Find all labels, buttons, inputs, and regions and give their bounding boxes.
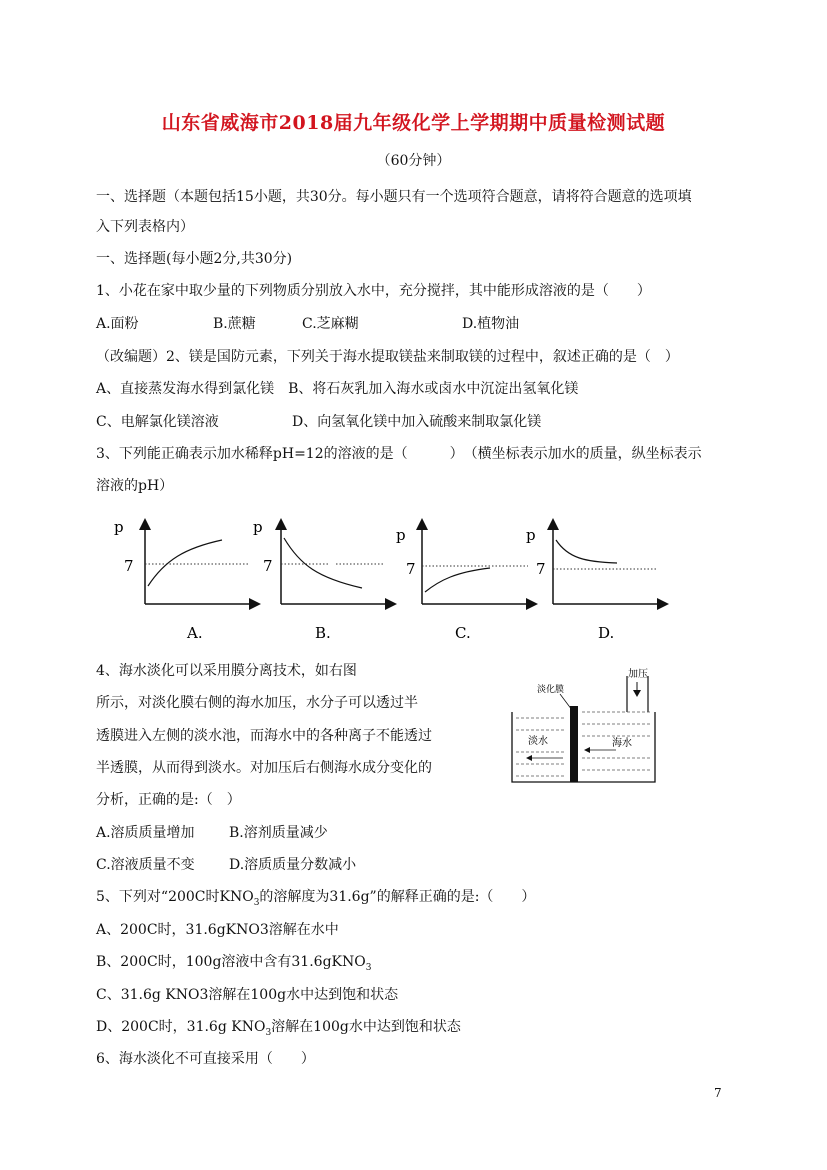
page-title: 山东省威海市2018届九年级化学上学期期中质量检测试题 (161, 112, 666, 134)
q5-stem-post: 的溶解度为31.6g”的解释正确的是:（ ） (259, 889, 536, 905)
graph-a-label: A. (187, 624, 203, 642)
fig-sea-label: 海水 (612, 738, 632, 749)
membrane-bar (570, 706, 578, 782)
q2-option-c: C、电解氯化镁溶液 (96, 414, 219, 430)
q4-stem-line4: 半透膜，从而得到淡水。对加压后右侧海水成分变化的 (96, 760, 432, 776)
q5-option-c: C、31.6g KNO3溶解在100g水中达到饱和状态 (96, 987, 399, 1003)
q1-option-d: D.植物油 (462, 316, 520, 332)
q4-option-d: D.溶质质量分数减小 (229, 857, 357, 873)
q4-stem-line1: 4、海水淡化可以采用膜分离技术，如右图 (96, 663, 357, 679)
membrane-figure (512, 667, 655, 782)
graph-b-curve (284, 538, 362, 588)
graph-b-label: B. (315, 624, 331, 642)
graph-d (526, 524, 663, 642)
q5-option-b-sub: 3 (365, 962, 372, 973)
q4-stem-line2: 所示，对淡化膜右侧的海水加压，水分子可以透过半 (96, 695, 418, 711)
q5-option-d-pre: D、200C时，31.6g KNO (96, 1019, 266, 1035)
section-instructions-line2: 入下列表格内） (96, 219, 194, 235)
q1-stem: 1、小花在家中取少量的下列物质分别放入水中，充分搅拌，其中能形成溶液的是（ ） (96, 283, 651, 299)
q5-option-b (96, 951, 371, 973)
q6-stem: 6、海水淡化不可直接采用（ ） (96, 1051, 315, 1067)
graph-c-curve (425, 568, 490, 592)
q2-options-ab: A、直接蒸发海水得到氯化镁 B、将石灰乳加入海水或卤水中沉淀出氢氧化镁 (96, 381, 579, 397)
graph-d-label: D. (598, 624, 615, 642)
q4-stem-line5: 分析，正确的是:（ ） (96, 792, 241, 808)
graph-b-y-label: p (253, 518, 263, 536)
q2-option-d: D、向氢氧化镁中加入硫酸来制取氯化镁 (292, 414, 542, 430)
q3-stem-line2: 溶液的pH） (96, 478, 174, 494)
graph-c-y-label: p (396, 526, 406, 544)
exam-duration: （60分钟） (376, 153, 451, 169)
q5-option-b-text: B、200C时，100g溶液中含有31.6gKNO (96, 954, 366, 970)
graph-a (114, 518, 255, 642)
q4-option-c: C.溶液质量不变 (96, 857, 195, 873)
q5-option-d (96, 1016, 461, 1038)
graph-a-y-label: p (114, 518, 124, 536)
page-number: 7 (714, 1086, 722, 1100)
fig-fresh-label: 淡水 (528, 736, 548, 747)
q5-stem-pre: 5、下列对“200C时KNO (96, 889, 254, 905)
section-instructions-line1: 一、选择题（本题包括15小题，共30分。每小题只有一个选项符合题意，请将符合题意的选项填 (96, 189, 692, 205)
section-heading: 一、选择题(每小题2分,共30分) (96, 251, 293, 267)
q5-option-a: A、200C时，31.6gKNO3溶解在水中 (96, 922, 339, 938)
graph-c-seven-label: 7 (406, 560, 416, 578)
fig-pressure-label: 加压 (628, 669, 648, 680)
q2-stem: （改编题）2、镁是国防元素，下列关于海水提取镁盐来制取镁的过程中，叙述正确的是（ ） (96, 349, 679, 365)
graph-d-curve (556, 540, 617, 563)
q4-option-a: A.溶质质量增加 (96, 825, 195, 841)
fig-membrane-label: 淡化膜 (537, 685, 565, 695)
graph-a-curve (148, 540, 222, 586)
q1-option-b: B.蔗糖 (213, 316, 256, 332)
q3-stem-line1: 3、下列能正确表示加水稀释pH=12的溶液的是（ ） （横坐标表示加水的质量，纵坐标表示 (96, 446, 702, 462)
q1-option-a: A.面粉 (96, 316, 139, 332)
q5-option-d-post: 溶解在100g水中达到饱和状态 (271, 1019, 461, 1035)
graph-d-seven-label: 7 (536, 560, 546, 578)
q1-option-c: C.芝麻糊 (302, 316, 359, 332)
graph-c-label: C. (455, 624, 471, 642)
q5-option-d-sub: 3 (265, 1027, 272, 1038)
graph-b-seven-label: 7 (263, 557, 273, 575)
q5-stem (96, 886, 535, 908)
graph-b (253, 518, 391, 642)
q4-option-b: B.溶剂质量减少 (229, 825, 328, 841)
graph-a-seven-label: 7 (124, 557, 134, 575)
q5-stem-sub: 3 (253, 897, 260, 908)
graph-d-y-label: p (526, 526, 536, 544)
q4-stem-line3: 透膜进入左侧的淡水池，而海水中的各种离子不能透过 (96, 728, 432, 744)
graph-c (396, 524, 532, 642)
